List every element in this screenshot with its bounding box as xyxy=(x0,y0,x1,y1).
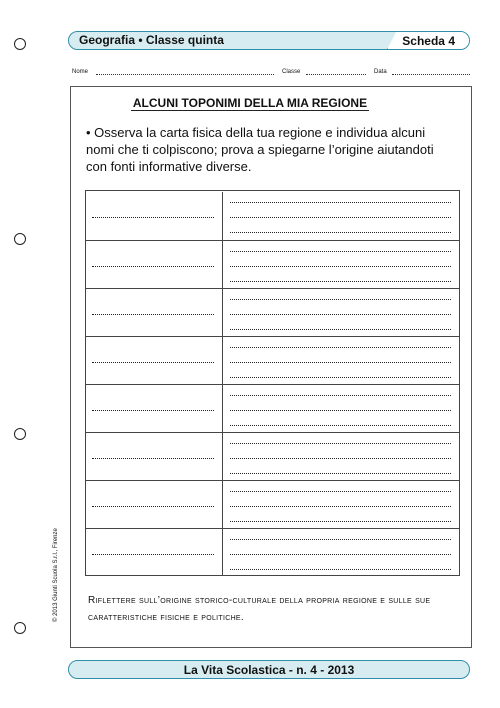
punch-hole-icon xyxy=(14,233,26,245)
origin-line[interactable] xyxy=(230,314,451,315)
table-row xyxy=(86,288,459,336)
date-label: Data xyxy=(374,69,387,75)
toponym-line[interactable] xyxy=(92,458,214,459)
column-divider xyxy=(222,385,223,432)
table-row xyxy=(86,480,459,528)
subject-label: Geografia • Classe quinta xyxy=(79,33,224,47)
origin-line[interactable] xyxy=(230,554,451,555)
table-row xyxy=(86,192,459,240)
origin-line[interactable] xyxy=(230,458,451,459)
origin-line[interactable] xyxy=(230,473,451,474)
toponym-line[interactable] xyxy=(92,410,214,411)
table-row xyxy=(86,336,459,384)
origin-line[interactable] xyxy=(230,521,451,522)
toponym-line[interactable] xyxy=(92,217,214,218)
toponym-line[interactable] xyxy=(92,266,214,267)
date-field[interactable] xyxy=(392,74,470,75)
origin-line[interactable] xyxy=(230,569,451,570)
origin-line[interactable] xyxy=(230,281,451,282)
footer-bar xyxy=(68,660,470,679)
column-divider xyxy=(222,529,223,576)
table-row xyxy=(86,432,459,480)
toponym-line[interactable] xyxy=(92,554,214,555)
column-divider xyxy=(222,241,223,288)
name-label: Nome xyxy=(72,69,89,75)
origin-line[interactable] xyxy=(230,299,451,300)
class-label: Classe xyxy=(282,69,301,75)
origin-line[interactable] xyxy=(230,443,451,444)
origin-line[interactable] xyxy=(230,491,451,492)
class-field[interactable] xyxy=(306,74,366,75)
origin-line[interactable] xyxy=(230,232,451,233)
column-divider xyxy=(222,337,223,384)
origin-line[interactable] xyxy=(230,202,451,203)
reflection-note: Riflettere sull’origine storico-culturale della propria regione e sulle sue caratteristiche fisiche e politiche. xyxy=(88,595,431,623)
student-info-row xyxy=(72,68,472,78)
table-row xyxy=(86,384,459,432)
answer-table xyxy=(85,190,460,576)
column-divider xyxy=(222,192,223,240)
origin-line[interactable] xyxy=(230,395,451,396)
toponym-line[interactable] xyxy=(92,362,214,363)
scheda-label: Scheda 4 xyxy=(402,34,455,48)
origin-line[interactable] xyxy=(230,217,451,218)
column-divider xyxy=(222,481,223,528)
toponym-line[interactable] xyxy=(92,506,214,507)
origin-line[interactable] xyxy=(230,410,451,411)
publication-label: La Vita Scolastica - n. 4 - 2013 xyxy=(183,663,355,677)
origin-line[interactable] xyxy=(230,347,451,348)
name-field[interactable] xyxy=(96,74,274,75)
origin-line[interactable] xyxy=(230,539,451,540)
punch-hole-icon xyxy=(14,38,26,50)
column-divider xyxy=(222,289,223,336)
origin-line[interactable] xyxy=(230,377,451,378)
copyright-note: © 2013 Giunti Scuola S.r.l., Firenze xyxy=(53,528,59,622)
origin-line[interactable] xyxy=(230,329,451,330)
origin-line[interactable] xyxy=(230,506,451,507)
origin-line[interactable] xyxy=(230,362,451,363)
table-row xyxy=(86,528,459,576)
origin-line[interactable] xyxy=(230,251,451,252)
punch-hole-icon xyxy=(14,428,26,440)
origin-line[interactable] xyxy=(230,266,451,267)
header-bar xyxy=(68,31,470,50)
table-row xyxy=(86,240,459,288)
toponym-line[interactable] xyxy=(92,314,214,315)
worksheet-title: ALCUNI TOPONIMI DELLA MIA REGIONE xyxy=(132,96,368,110)
punch-hole-icon xyxy=(14,622,26,634)
origin-line[interactable] xyxy=(230,425,451,426)
instruction-text: • Osserva la carta fisica della tua regione e individua alcuni nomi che ti colpiscono; prova a spiegarne l’origine aiutandoti con fonti informative diverse. xyxy=(86,125,434,174)
column-divider xyxy=(222,433,223,480)
